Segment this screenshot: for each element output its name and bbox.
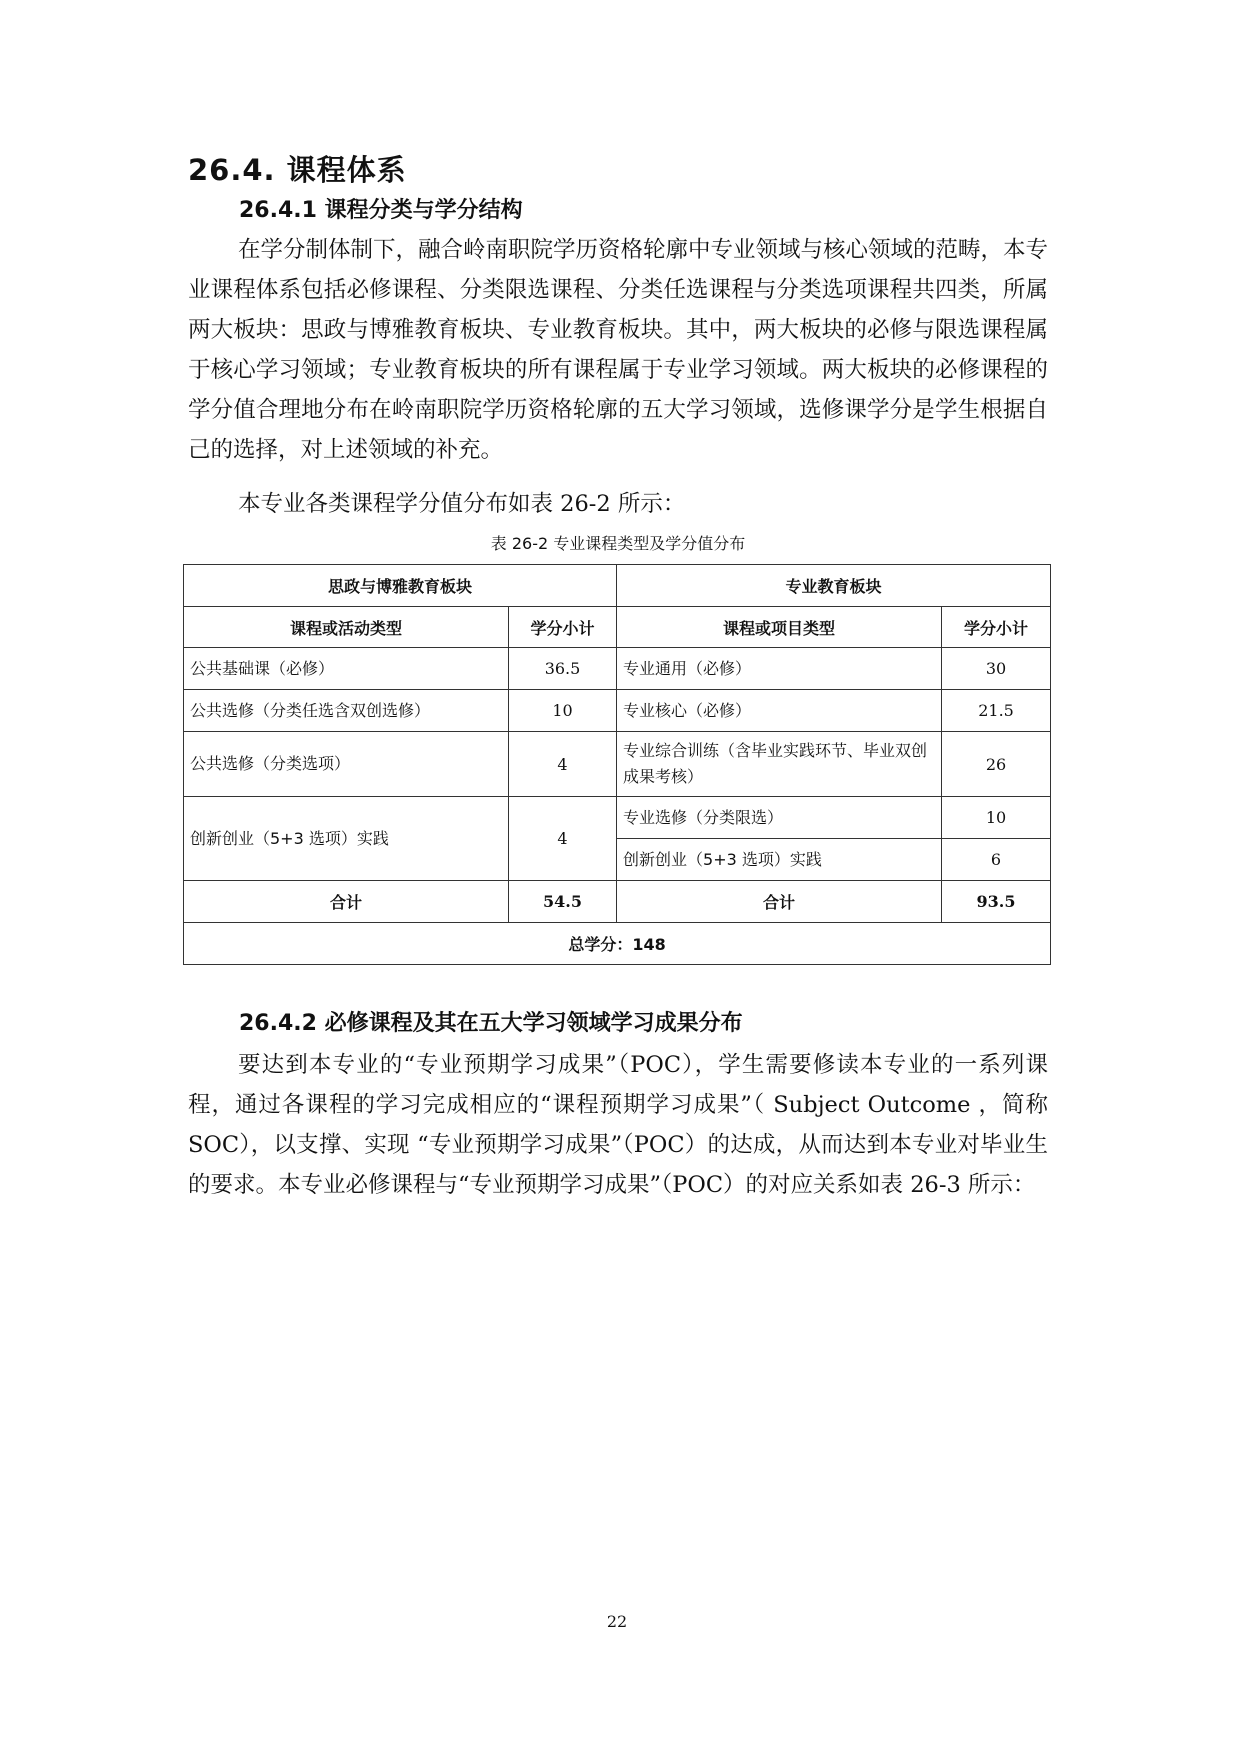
paragraph-table-intro: 本专业各类课程学分值分布如表 26-2 所示： — [238, 491, 686, 517]
table-cell: 专业综合训练（含毕业实践环节、毕业双创成果考核） — [617, 732, 942, 797]
subsection-heading-course-structure: 26.4.1 课程分类与学分结构 — [239, 198, 523, 223]
table-cell: 36.5 — [509, 648, 617, 690]
table-cell: 公共选修（分类任选含双创选修） — [184, 690, 509, 732]
table-cell: 4 — [509, 732, 617, 797]
column-header: 学分小计 — [942, 607, 1051, 648]
table-cell: 专业通用（必修） — [617, 648, 942, 690]
table-cell: 30 — [942, 648, 1051, 690]
grand-total: 总学分：148 — [184, 923, 1051, 965]
table-cell: 公共选修（分类选项） — [184, 732, 509, 797]
table-cell: 创新创业（5+3 选项）实践 — [184, 797, 509, 881]
total-label-right: 合计 — [617, 881, 942, 923]
table-row — [184, 923, 1051, 965]
paragraph-learning-outcomes: 要达到本专业的“专业预期学习成果”（POC），学生需要修读本专业的一系列课程，通过各课程的学习完成相应的“课程预期学习成果”（ Subject Outcome ，简称 SOC），以支撑、实现 “专业预期学习成果”（POC）的达成，从而达到本专业对毕业生的要求。本专业必修课程与“专业预期学习成果”（POC）的对应关系如表 26-3 所示： — [188, 1052, 1048, 1198]
table-row — [184, 648, 1051, 690]
table-cell: 创新创业（5+3 选项）实践 — [617, 839, 942, 881]
table-row — [184, 607, 1051, 648]
table-caption: 表 26-2 专业课程类型及学分值分布 — [490, 534, 746, 553]
table-row — [184, 881, 1051, 923]
total-value-left: 54.5 — [509, 881, 617, 923]
table-cell: 21.5 — [942, 690, 1051, 732]
table-row — [184, 732, 1051, 797]
section-heading: 26.4. 课程体系 — [188, 153, 407, 187]
total-value-right: 93.5 — [942, 881, 1051, 923]
column-header: 学分小计 — [509, 607, 617, 648]
table-cell: 公共基础课（必修） — [184, 648, 509, 690]
paragraph-course-system: 在学分制体制下，融合岭南职院学历资格轮廓中专业领域与核心领域的范畴，本专业课程体系包括必修课程、分类限选课程、分类任选课程与分类选项课程共四类，所属两大板块：思政与博雅教育板块、专业教育板块。其中，两大板块的必修与限选课程属于核心学习领域；专业教育板块的所有课程属于专业学习领域。两大板块的必修课程的学分值合理地分布在岭南职院学历资格轮廓的五大学习领域，选修课学分是学生根据自己的选择，对上述领域的补充。 — [188, 237, 1049, 463]
table-cell: 4 — [509, 797, 617, 881]
table-row — [184, 797, 1051, 839]
table-cell: 10 — [942, 797, 1051, 839]
table-cell: 10 — [509, 690, 617, 732]
total-label-left: 合计 — [184, 881, 509, 923]
column-header: 课程或活动类型 — [184, 607, 509, 648]
page-number: 22 — [606, 1612, 628, 1631]
table-cell: 26 — [942, 732, 1051, 797]
table-cell: 专业核心（必修） — [617, 690, 942, 732]
block-header-left: 思政与博雅教育板块 — [184, 565, 617, 607]
table-row — [184, 565, 1051, 607]
table-cell: 6 — [942, 839, 1051, 881]
credit-distribution-table — [183, 564, 1051, 965]
column-header: 课程或项目类型 — [617, 607, 942, 648]
table-cell: 专业选修（分类限选） — [617, 797, 942, 839]
subsection-heading-required-courses: 26.4.2 必修课程及其在五大学习领域学习成果分布 — [239, 1011, 743, 1036]
block-header-right: 专业教育板块 — [617, 565, 1051, 607]
table-row — [184, 690, 1051, 732]
